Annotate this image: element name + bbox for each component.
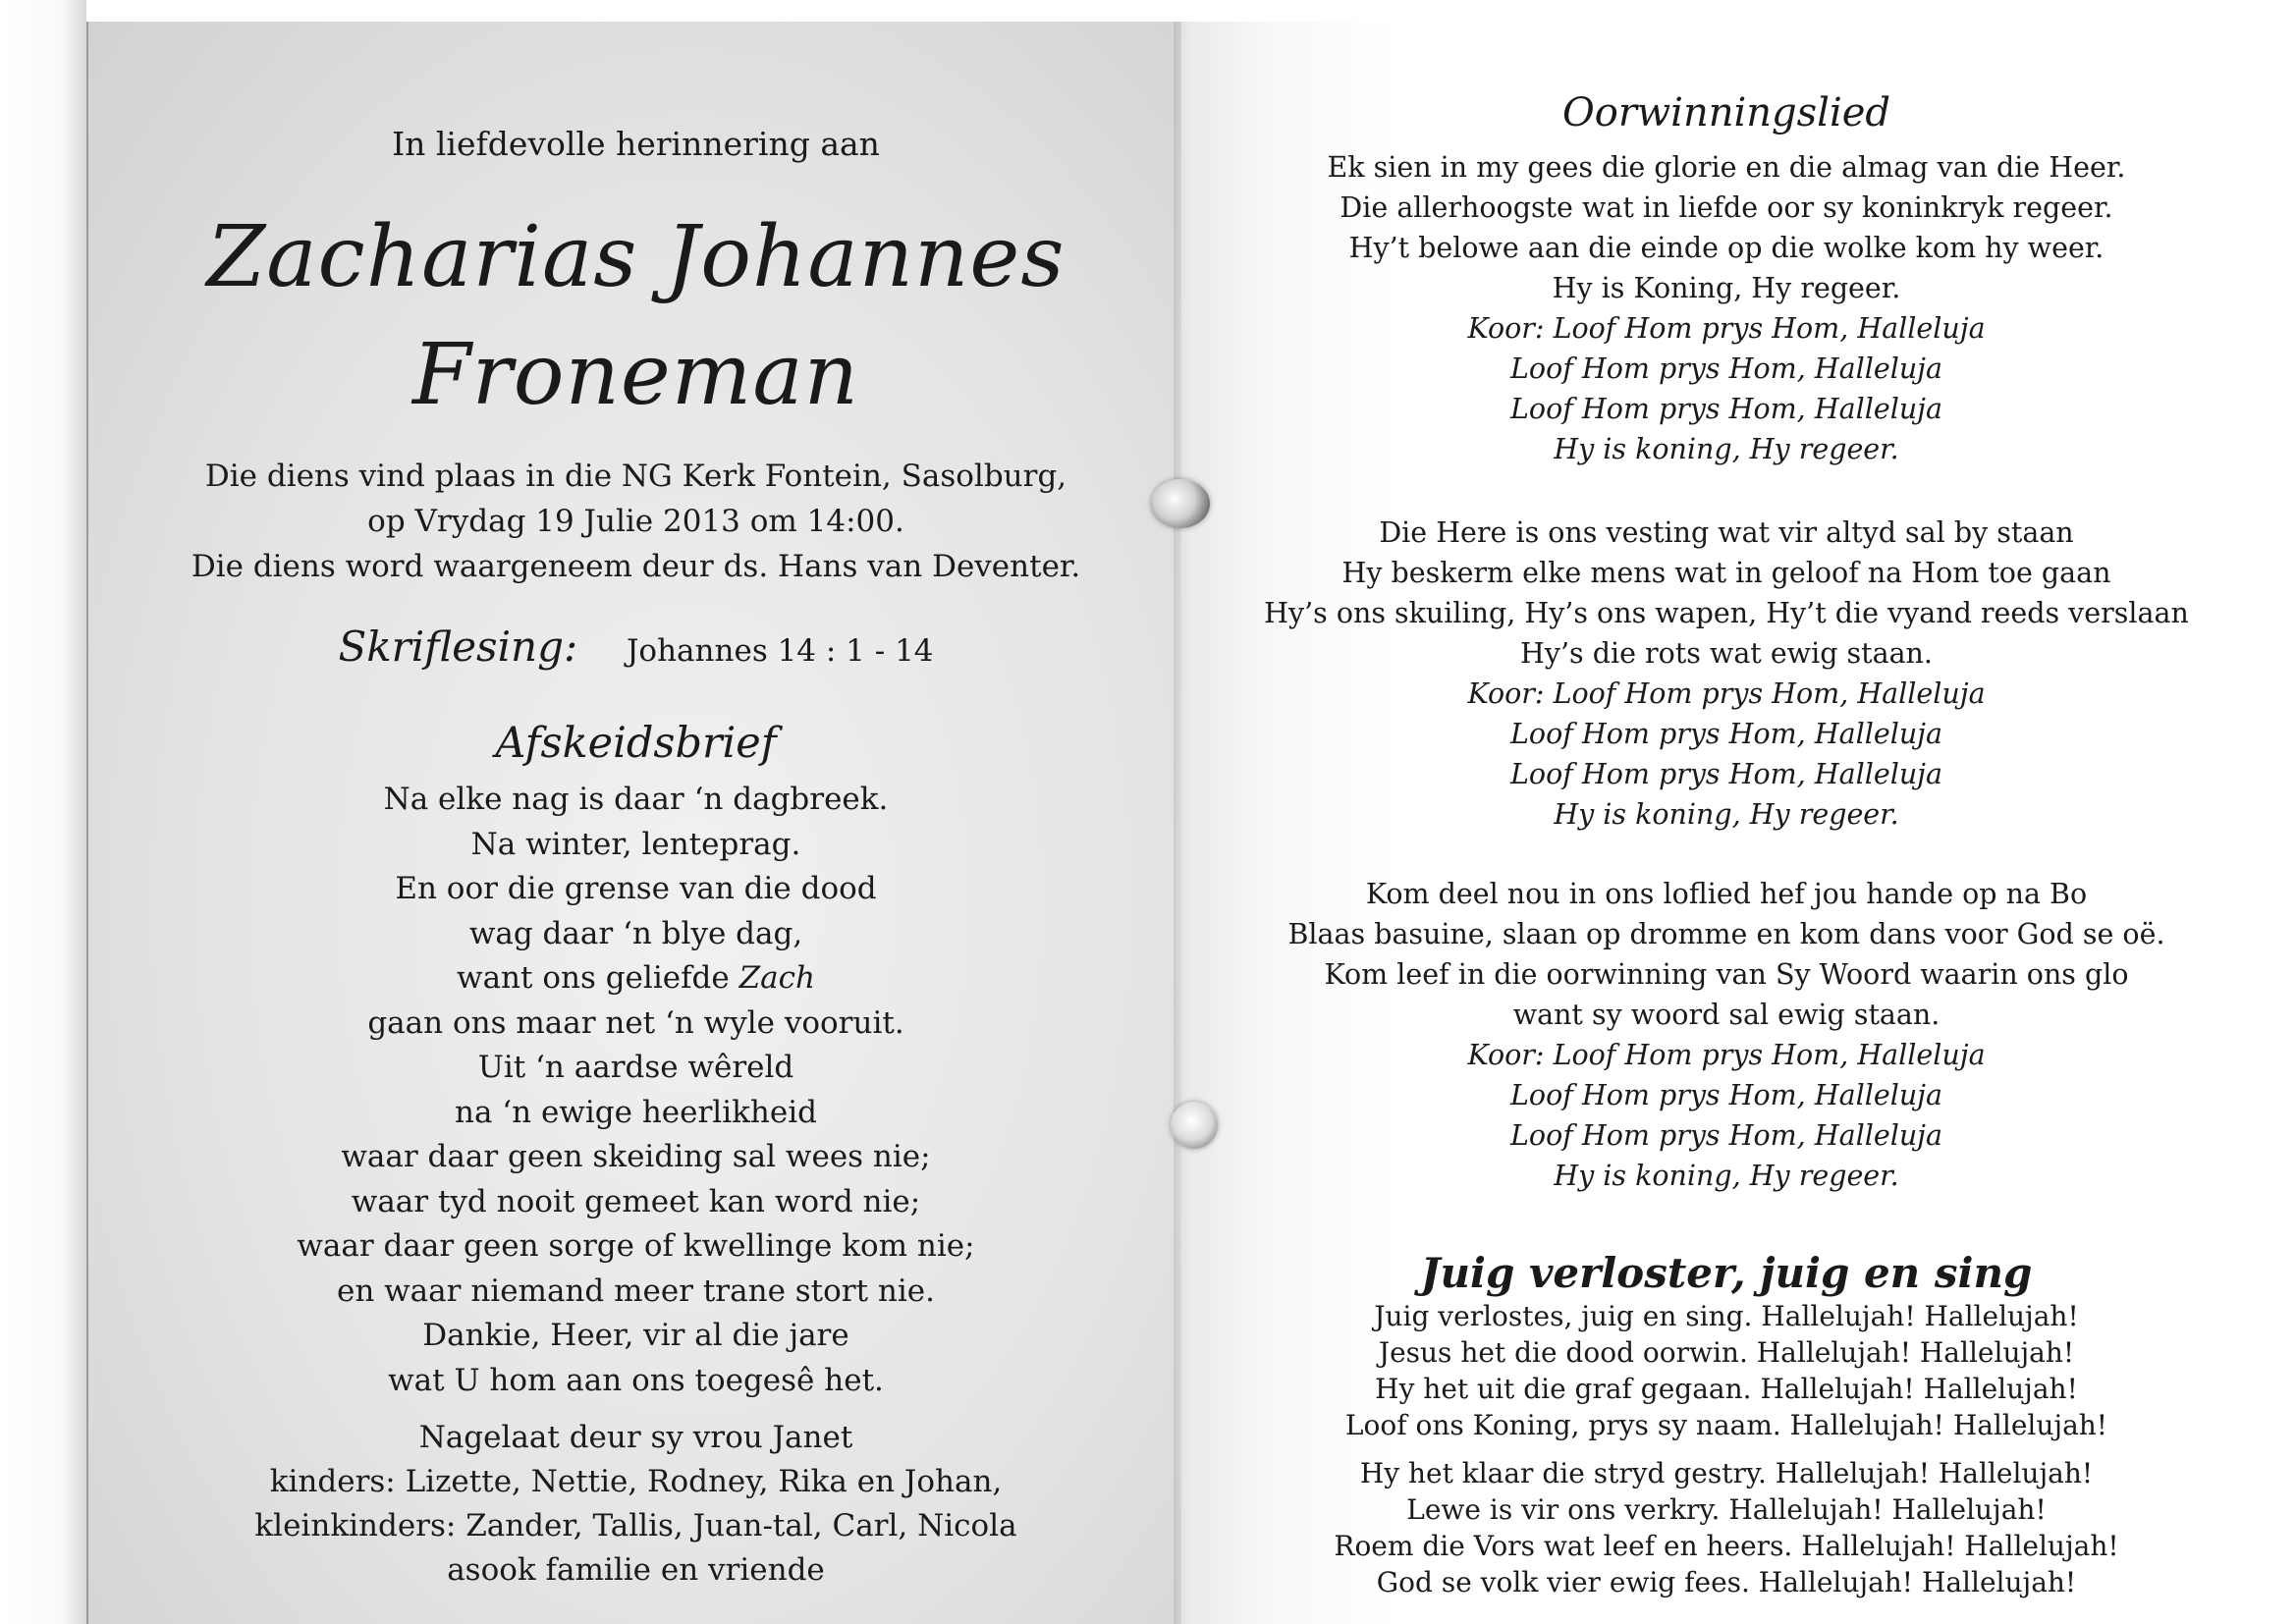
chorus-line: Koor: Loof Hom prys Hom, Halleluja bbox=[1467, 1039, 1986, 1071]
lyric-line: Hy het uit die graf gegaan. Hallelujah! Hallelujah! bbox=[1375, 1373, 2078, 1405]
lyric-line: Lewe is vir ons verkry. Hallelujah! Hallelujah! bbox=[1406, 1493, 2047, 1526]
poem-line: na ‘n ewige heerlikheid bbox=[455, 1094, 817, 1130]
lyric-line: Kom deel nou in ons loflied hef jou hande op na Bo bbox=[1365, 878, 2088, 910]
poem-line: en waar niemand meer trane stort nie. bbox=[336, 1272, 936, 1309]
survivor-line: kinders: Lizette, Nettie, Rodney, Rika en Johan, bbox=[269, 1464, 1003, 1499]
service-line: op Vrydag 19 Julie 2013 om 14:00. bbox=[367, 504, 904, 539]
lyric-line: Hy het klaar die stryd gestry. Hallelujah! Hallelujah! bbox=[1359, 1457, 2094, 1489]
song1-verse-1 bbox=[1181, 147, 2271, 469]
poem-line: waar tyd nooit gemeet kan word nie; bbox=[351, 1183, 921, 1219]
staple-top bbox=[1151, 479, 1210, 528]
chorus-line: Loof Hom prys Hom, Halleluja bbox=[1510, 718, 1942, 750]
lyric-line: Hy’s die rots wat ewig staan. bbox=[1520, 637, 1933, 670]
poem-line: waar daar geen skeiding sal wees nie; bbox=[341, 1139, 931, 1174]
song1-verse-3 bbox=[1181, 874, 2271, 1196]
lyric-line: Juig verlostes, juig en sing. Hallelujah! Hallelujah! bbox=[1374, 1300, 2079, 1332]
lyric-line: Hy is Koning, Hy regeer. bbox=[1552, 272, 1901, 304]
survivors-list bbox=[88, 1416, 1183, 1593]
farewell-poem bbox=[88, 778, 1183, 1403]
scan-margin bbox=[0, 0, 86, 1624]
song2-verse-2 bbox=[1181, 1455, 2271, 1600]
survivor-line: asook familie en vriende bbox=[447, 1552, 825, 1588]
lyric-line: Hy beskerm elke mens wat in geloof na Hom toe gaan bbox=[1341, 557, 2111, 589]
deceased-name-line-2: Froneman bbox=[411, 326, 860, 424]
chorus-line: Loof Hom prys Hom, Halleluja bbox=[1510, 352, 1942, 385]
chorus-line: Hy is koning, Hy regeer. bbox=[1554, 433, 1899, 465]
scripture-label: Skriflesing: bbox=[338, 623, 578, 671]
chorus-line: Loof Hom prys Hom, Halleluja bbox=[1510, 393, 1942, 425]
lyric-line: Hy’t belowe aan die einde op die wolke kom hy weer. bbox=[1348, 232, 2105, 264]
lyric-line: Blaas basuine, slaan op dromme en kom dans voor God se oë. bbox=[1287, 918, 2165, 950]
service-details bbox=[88, 454, 1183, 589]
poem-line: waar daar geen sorge of kwellinge kom nie; bbox=[297, 1228, 975, 1264]
page-fold bbox=[1174, 22, 1191, 1624]
poem-line: Dankie, Heer, vir al die jare bbox=[422, 1318, 849, 1353]
lyric-line: Die allerhoogste wat in liefde oor sy koninkryk regeer. bbox=[1339, 191, 2113, 224]
poem-line: Na elke nag is daar ‘n dagbreek. bbox=[383, 782, 889, 817]
scripture-reference: Johannes 14 : 1 - 14 bbox=[627, 633, 934, 669]
chorus-line: Koor: Loof Hom prys Hom, Halleluja bbox=[1467, 677, 1986, 710]
memorial-intro: In liefdevolle herinnering aan bbox=[392, 125, 880, 163]
lyric-line: Loof ons Koning, prys sy naam. Hallelujah! Hallelujah! bbox=[1344, 1409, 2108, 1441]
lyric-line: Kom leef in die oorwinning van Sy Woord waarin ons glo bbox=[1324, 958, 2129, 991]
song2-verse-1 bbox=[1181, 1298, 2271, 1443]
chorus-line: Koor: Loof Hom prys Hom, Halleluja bbox=[1467, 312, 1986, 345]
staple-bottom bbox=[1171, 1102, 1218, 1149]
poem-line: wag daar ‘n blye dag, bbox=[468, 915, 803, 951]
poem-title: Afskeidsbrief bbox=[495, 719, 777, 768]
deceased-name-line-1: Zacharias Johannes bbox=[206, 208, 1066, 306]
song1-title: Oorwinningslied bbox=[1561, 90, 1891, 135]
lyric-line: God se volk vier ewig fees. Hallelujah! Hallelujah! bbox=[1376, 1566, 2077, 1598]
poem-line: Uit ‘n aardse wêreld bbox=[477, 1050, 794, 1085]
service-line: Die diens word waargeneem deur ds. Hans van Deventer. bbox=[191, 549, 1081, 584]
chorus-line: Hy is koning, Hy regeer. bbox=[1554, 798, 1899, 831]
lyric-line: want sy woord sal ewig staan. bbox=[1512, 999, 1941, 1031]
chorus-line: Loof Hom prys Hom, Halleluja bbox=[1510, 758, 1942, 790]
lyric-line: Ek sien in my gees die glorie en die almag van die Heer. bbox=[1327, 151, 2126, 184]
chorus-line: Loof Hom prys Hom, Halleluja bbox=[1510, 1079, 1942, 1111]
lyric-line: Hy’s ons skuiling, Hy’s ons wapen, Hy’t die vyand reeds verslaan bbox=[1264, 597, 2189, 629]
lyric-line: Die Here is ons vesting wat vir altyd sal by staan bbox=[1379, 516, 2074, 549]
song2-title: Juig verloster, juig en sing bbox=[1420, 1249, 2033, 1297]
poem-line: wat U hom aan ons toegesê het. bbox=[388, 1362, 884, 1398]
survivor-line: kleinkinders: Zander, Tallis, Juan-tal, Carl, Nicola bbox=[254, 1508, 1017, 1543]
poem-line bbox=[88, 956, 1183, 1001]
scripture-reading bbox=[88, 623, 1183, 671]
chorus-line: Loof Hom prys Hom, Halleluja bbox=[1510, 1119, 1942, 1152]
service-line: Die diens vind plaas in die NG Kerk Fontein, Sasolburg, bbox=[204, 459, 1067, 494]
song1-verse-2 bbox=[1181, 513, 2271, 835]
chorus-line: Hy is koning, Hy regeer. bbox=[1554, 1160, 1899, 1192]
poem-line: En oor die grense van die dood bbox=[395, 871, 877, 906]
poem-line-text: want ons geliefde bbox=[457, 960, 739, 996]
lyric-line: Jesus het die dood oorwin. Hallelujah! Hallelujah! bbox=[1378, 1336, 2075, 1369]
poem-line: gaan ons maar net ‘n wyle vooruit. bbox=[367, 1004, 904, 1041]
poem-line: Na winter, lenteprag. bbox=[470, 826, 801, 862]
right-page bbox=[1181, 22, 2271, 1624]
survivor-line: Nagelaat deur sy vrou Janet bbox=[418, 1420, 853, 1455]
lyric-line: Roem die Vors wat leef en heers. Hallelujah! Hallelujah! bbox=[1334, 1530, 2119, 1562]
left-page bbox=[86, 22, 1183, 1624]
poem-deceased-name: Zach bbox=[738, 960, 815, 996]
